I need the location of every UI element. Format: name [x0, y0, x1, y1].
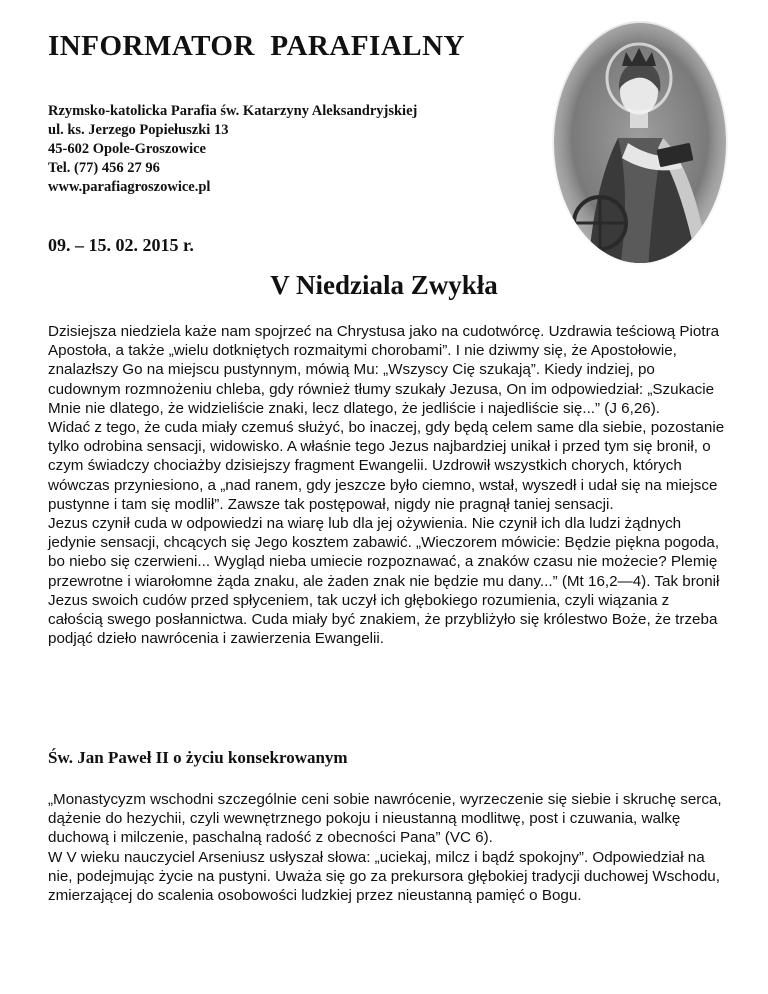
- saint-catherine-portrait-icon: [548, 18, 733, 268]
- sunday-reflection: [48, 322, 728, 648]
- parish-name: Rzymsko-katolicka Parafia św. Katarzyny Aleksandryjskiej: [48, 103, 418, 119]
- newsletter-title: INFORMATOR PARAFIALNY: [48, 30, 465, 62]
- website-link[interactable]: www.parafiagroszowice.pl: [48, 179, 211, 195]
- street-address: ul. ks. Jerzego Popiełuszki 13: [48, 122, 229, 138]
- quote-paragraph: „Monastycyzm wschodni szczególnie ceni sobie nawrócenie, wyrzeczenie się siebie i skruchę serca, dążenie do hezychii, czyli wewnętrznego pokoju i nieustanną modlitwę, post i czuwania, walkę duchową i milczenie, paschalną radość z obecności Pana” (VC 6).: [48, 791, 722, 847]
- sunday-heading: V Niedziala Zwykła: [270, 270, 498, 300]
- date-range: 09. – 15. 02. 2015 r.: [48, 235, 194, 255]
- reflection-paragraph: Widać z tego, że cuda miały czemuś służyć, bo inaczej, gdy będą celem same dla siebie, pozostanie tylko odrobina sensacji, widowisko. A właśnie tego Jezus najbardziej unikał i przed tym się bronił, o czym świadczy chociażby dzisiejszy fragment Ewangelii. Uzdrowił wszystkich chorych, których wówczas przyniesiono, a „nad ranem, gdy jeszcze było ciemno, wstał, wyszedł i udał się na miejsce pustynne i tam się modlił”. Zawsze tak postępował, nigdy nie pragnął taniej sensacji.: [48, 419, 725, 513]
- section-heading: Św. Jan Paweł II o życiu konsekrowanym: [48, 748, 348, 767]
- quote-paragraph: W V wieku nauczyciel Arseniusz usłyszał słowa: „uciekaj, milcz i bądź spokojny”. Odpowiedział na nie, podejmując życie na pustyni. Uważa się go za prekursora głębokiej tradycji duchowej Wschodu, zmierzającej do scalenia osobowości ludzkiej przez nieustanną pamięć o Bogu.: [48, 848, 720, 905]
- reflection-paragraph: Dzisiejsza niedziela każe nam spojrzeć na Chrystusa jako na cudotwórcę. Uzdrawia teściową Piotra Apostoła, a także „wielu dotkniętych rozmaitymi chorobami”. I nie dziwmy się, że Apostołowie, znalazłszy Go na miejscu pustynnym, mówią Mu: „Wszyscy Cię szukają”. Kiedy indziej, po cudownym rozmnożeniu chleba, gdy również tłumy szukały Jezusa, On im odpowiedział: „Szukacie Mnie nie dlatego, że widzieliście znaki, lecz dlatego, że jedliście i najedliście się...” (J 6,26).: [48, 323, 720, 417]
- phone-number: Tel. (77) 456 27 96: [48, 160, 160, 176]
- postal-city: 45-602 Opole-Groszowice: [48, 141, 206, 157]
- reflection-paragraph: Jezus czynił cuda w odpowiedzi na wiarę lub dla jej ożywienia. Nie czynił ich dla ludzi żądnych jedynie sensacji, chcących się Jego kosztem zabawić. „Wieczorem mówicie: Będzie piękna pogoda, bo niebo się czerwieni... Wygląd nieba umiecie rozpoznawać, a znaków czasu nie możecie? Plemię przewrotne i wiarołomne żąda znaku, ale żaden znak nie będzie mu dany...” (Mt 16,2—4). Tak bronił Jezus swoich cudów przed spłyceniem, tak uczył ich głębokiego rozumienia, czyli wiązania z całością swego posłannictwa. Cuda miały być znakiem, że przybliżyło się królestwo Boże, że trzeba podjąć dzieło nawrócenia i zawierzenia Ewangelii.: [48, 515, 720, 648]
- parish-address: [48, 102, 417, 197]
- consecrated-life-text: [48, 790, 728, 905]
